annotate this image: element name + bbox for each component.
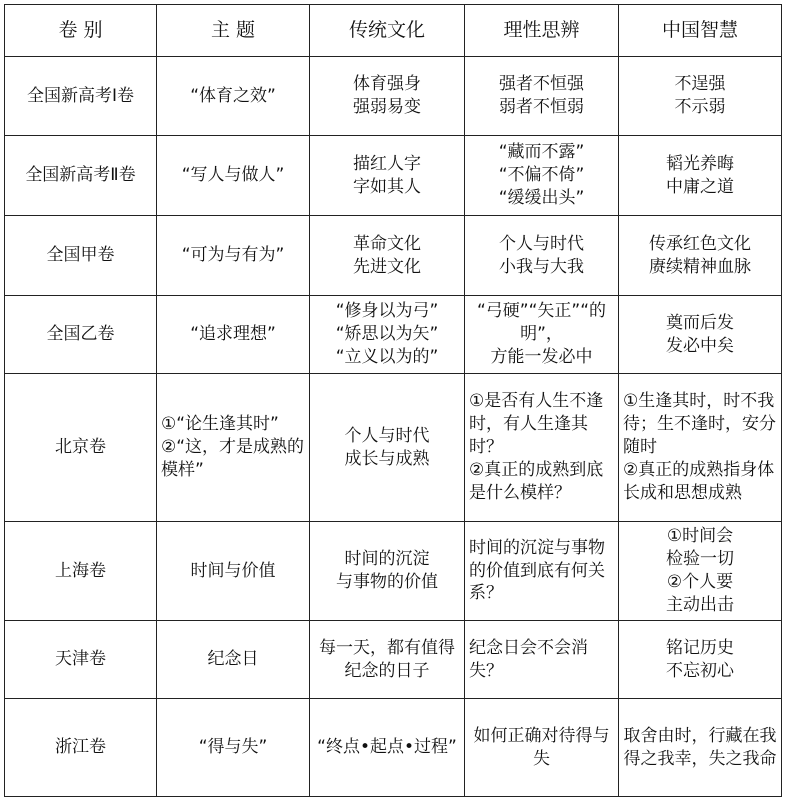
cell-theme: 纪念日 [157, 621, 310, 699]
table-row [5, 296, 782, 374]
header-row [5, 5, 782, 57]
table-row [5, 621, 782, 699]
exam-topics-table [4, 4, 782, 797]
cell-theme: “写人与做人” [157, 136, 310, 216]
cell-wisdom: 不逞强 不示弱 [619, 57, 782, 136]
cell-theme: ①“论生逢其时” ②“这，才是成熟的模样” [157, 374, 310, 522]
cell-thinking: ①是否有人生不逢时，有人生逢其时？ ②真正的成熟到底是什么模样？ [465, 374, 619, 522]
cell-theme: “体育之效” [157, 57, 310, 136]
cell-thinking: 时间的沉淀与事物的价值到底有何关系？ [465, 522, 619, 621]
cell-wisdom: 铭记历史 不忘初心 [619, 621, 782, 699]
table-row [5, 522, 782, 621]
header-chuantong-wenhua: 传统文化 [310, 5, 465, 57]
cell-paper: 上海卷 [5, 522, 157, 621]
table-row [5, 57, 782, 136]
cell-thinking: 纪念日会不会消失？ [465, 621, 619, 699]
cell-wisdom: 韬光养晦 中庸之道 [619, 136, 782, 216]
cell-thinking: “弓硬”“矢正”“的明”， 方能一发必中 [465, 296, 619, 374]
cell-culture: 个人与时代 成长与成熟 [310, 374, 465, 522]
table-row [5, 699, 782, 797]
cell-paper: 全国新高考Ⅱ卷 [5, 136, 157, 216]
cell-thinking: 强者不恒强 弱者不恒弱 [465, 57, 619, 136]
header-zhongguo-zhihui: 中国智慧 [619, 5, 782, 57]
cell-theme: 时间与价值 [157, 522, 310, 621]
header-juanbie: 卷 别 [5, 5, 157, 57]
cell-paper: 全国新高考Ⅰ卷 [5, 57, 157, 136]
cell-paper: 浙江卷 [5, 699, 157, 797]
cell-theme: “得与失” [157, 699, 310, 797]
cell-culture: 描红人字 字如其人 [310, 136, 465, 216]
cell-culture: 每一天，都有值得纪念的日子 [310, 621, 465, 699]
header-lixing-sibian: 理性思辨 [465, 5, 619, 57]
cell-wisdom: 奠而后发 发必中矣 [619, 296, 782, 374]
cell-culture: 体育强身 强弱易变 [310, 57, 465, 136]
cell-paper: 全国乙卷 [5, 296, 157, 374]
cell-culture: “修身以为弓” “矫思以为矢” “立义以为的” [310, 296, 465, 374]
table-row [5, 216, 782, 296]
cell-theme: “追求理想” [157, 296, 310, 374]
table-row [5, 374, 782, 522]
cell-paper: 天津卷 [5, 621, 157, 699]
cell-thinking: 如何正确对待得与失 [465, 699, 619, 797]
cell-paper: 全国甲卷 [5, 216, 157, 296]
cell-culture: “终点•起点•过程” [310, 699, 465, 797]
cell-wisdom: 取舍由时，行藏在我 得之我幸，失之我命 [619, 699, 782, 797]
table-row [5, 136, 782, 216]
header-zhuti: 主 题 [157, 5, 310, 57]
cell-theme: “可为与有为” [157, 216, 310, 296]
cell-wisdom: 传承红色文化 赓续精神血脉 [619, 216, 782, 296]
cell-culture: 时间的沉淀 与事物的价值 [310, 522, 465, 621]
cell-thinking: “藏而不露” “不偏不倚” “缓缓出头” [465, 136, 619, 216]
cell-wisdom: ①时间会 检验一切 ②个人要 主动出击 [619, 522, 782, 621]
cell-paper: 北京卷 [5, 374, 157, 522]
cell-culture: 革命文化 先进文化 [310, 216, 465, 296]
cell-wisdom: ①生逢其时，时不我待；生不逢时，安分随时 ②真正的成熟指身体长成和思想成熟 [619, 374, 782, 522]
cell-thinking: 个人与时代 小我与大我 [465, 216, 619, 296]
